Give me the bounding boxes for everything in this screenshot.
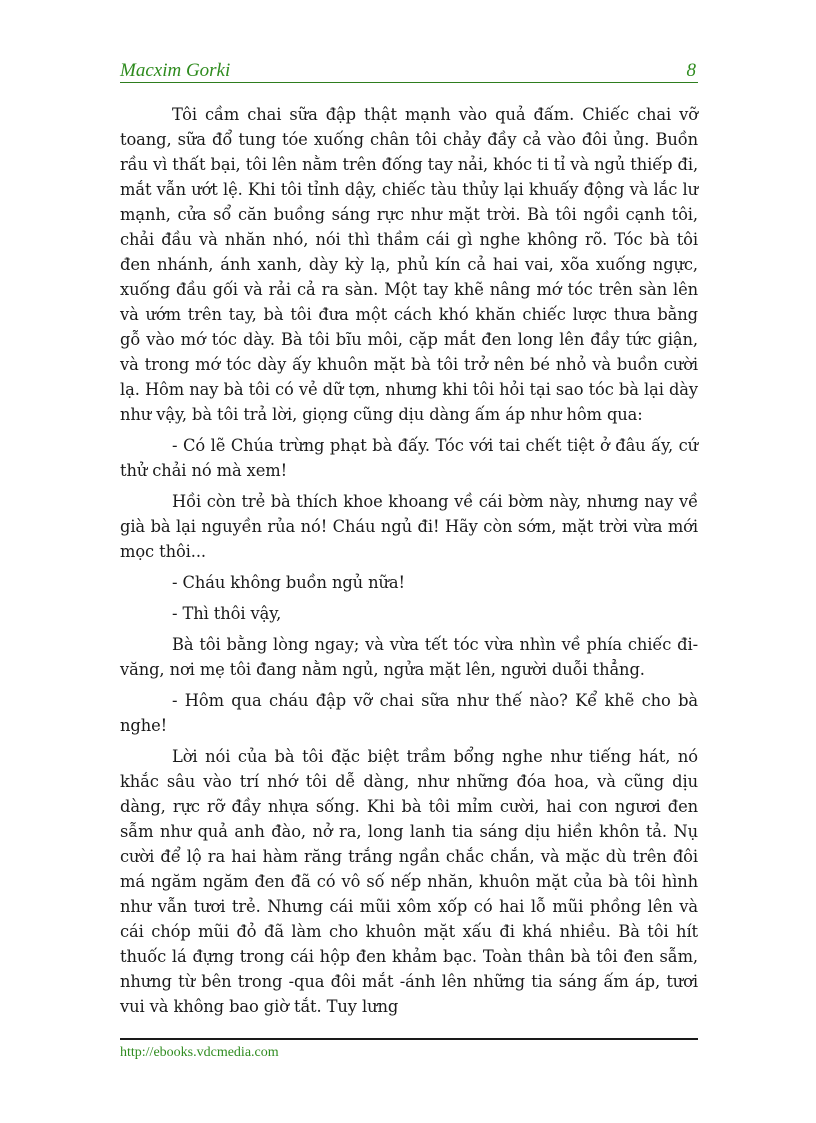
paragraph: Tôi cầm chai sữa đập thật mạnh vào quả đấm. Chiếc chai vỡ toang, sữa đổ tung tóe xuống chân tôi chảy đầy cả vào đôi ủng. Buồn rầu vì thất bại, tôi lên nằm trên đống tay nải, khóc ti tỉ và ngủ thiếp đi, mắt vẫn ướt lệ. Khi tôi tỉnh dậy, chiếc tàu thủy lại khuấy động và lắc lư mạnh, cửa sổ căn buồng sáng rực như mặt trời. Bà tôi ngồi cạnh tôi, chải đầu và nhăn nhó, nói thì thầm cái gì nghe không rõ. Tóc bà tôi đen nhánh, ánh xanh, dày kỳ lạ, phủ kín cả hai vai, xõa xuống ngực, xuống đầu gối và rải cả ra sàn. Một tay khẽ nâng mớ tóc trên sàn lên và ướm trên tay, bà tôi đưa một cách khó khăn chiếc lược thưa bằng gỗ vào mớ tóc dày. Bà tôi bĩu môi, cặp mắt đen long lên đầy tức giận, và trong mớ tóc dày ấy khuôn mặt bà tôi trở nên bé nhỏ và buồn cười lạ. Hôm nay bà tôi có vẻ dữ tợn, nhưng khi tôi hỏi tại sao tóc bà lại dày như vậy, bà tôi trả lời, giọng cũng dịu dàng ấm áp như hôm qua: [120, 105, 699, 424]
paragraph: - Có lẽ Chúa trừng phạt bà đấy. Tóc với tai chết tiệt ở đâu ấy, cứ thử chải nó mà xem! [120, 436, 698, 480]
page-header [120, 60, 698, 83]
page-number: 8 [686, 60, 696, 81]
header-author: Macxim Gorki [120, 60, 231, 81]
paragraph: - Cháu không buồn ngủ nữa! [172, 573, 405, 592]
paragraph: Bà tôi bằng lòng ngay; và vừa tết tóc vừa nhìn về phía chiếc đi-văng, nơi mẹ tôi đang nằm ngủ, ngửa mặt lên, người duỗi thẳng. [120, 635, 698, 679]
paragraph: Lời nói của bà tôi đặc biệt trầm bổng nghe như tiếng hát, nó khắc sâu vào trí nhớ tôi dễ dàng, như những đóa hoa, và cũng dịu dàng, rực rỡ đầy nhựa sống. Khi bà tôi mỉm cười, hai con ngươi đen sẫm như quả anh đào, nở ra, long lanh tia sáng dịu hiền khôn tả. Nụ cười để lộ ra hai hàm răng trắng ngần chắc chắn, và mặc dù trên đôi má ngăm ngăm đen đã có vô số nếp nhăn, khuôn mặt của bà tôi hình như vẫn tươi trẻ. Nhưng cái mũi xôm xốp có hai lỗ mũi phồng lên và cái chóp mũi đỏ đã làm cho khuôn mặt xấu đi khá nhiều. Bà tôi hít thuốc lá đựng trong cái hộp đen khảm bạc. Toàn thân bà tôi đen sẫm, nhưng từ bên trong -qua đôi mắt -ánh lên những tia sáng ấm áp, tươi vui và không bao giờ tắt. Tuy lưng [120, 747, 698, 1016]
paragraph: - Hôm qua cháu đập vỡ chai sữa như thế nào? Kể khẽ cho bà nghe! [120, 691, 698, 735]
footer-divider [120, 1038, 698, 1040]
paragraph: Hồi còn trẻ bà thích khoe khoang về cái bờm này, nhưng nay về già bà lại nguyền rủa nó! Cháu ngủ đi! Hãy còn sớm, mặt trời vừa mới mọc thôi... [120, 492, 698, 561]
paragraph: - Thì thôi vậy, [172, 604, 282, 623]
body-text [120, 102, 698, 1025]
footer-url-link[interactable]: http://ebooks.vdcmedia.com [120, 1045, 279, 1060]
